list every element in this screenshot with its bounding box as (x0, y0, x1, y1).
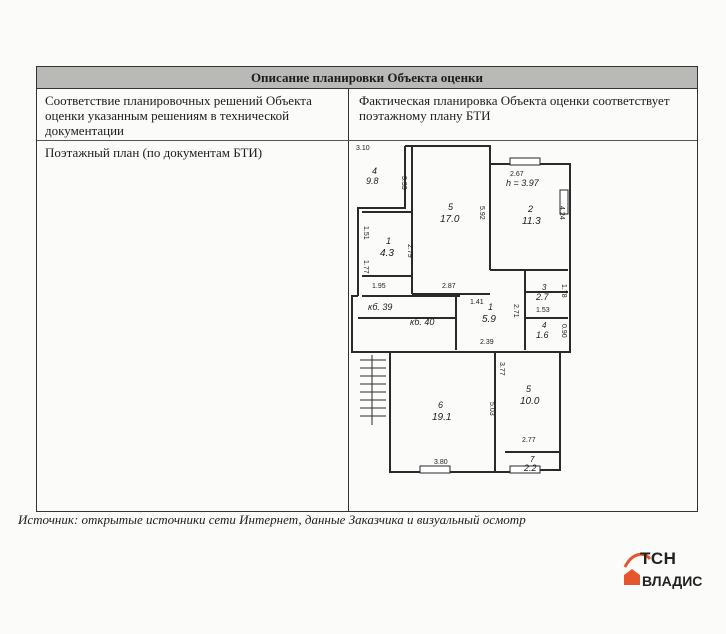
room-5b-num: 5 (526, 384, 532, 394)
dim-271: 2.71 (512, 304, 519, 318)
dim-090: 0.90 (560, 324, 567, 338)
room-5-num: 5 (448, 202, 454, 212)
dim-380: 3.80 (434, 459, 448, 466)
company-logo (622, 549, 712, 609)
room-5b-area: 10.0 (520, 396, 540, 407)
dim-178: 1.78 (560, 284, 567, 298)
label-kb40: кб. 40 (410, 317, 435, 327)
dim-277: 2.77 (522, 437, 536, 444)
row1-left-cell: Соответствие планировочных решений Объекта оценки указанным решениям в технической документации (45, 93, 312, 138)
dim-141: 1.41 (470, 299, 484, 306)
label-kb39: кб. 39 (368, 302, 393, 312)
table-header: Описание планировки Объекта оценки (37, 67, 697, 89)
floor-plan (350, 140, 580, 492)
room-1a-area: 4.3 (380, 248, 394, 259)
dim-279: 2.79 (406, 244, 413, 258)
room-4b-num: 4 (542, 321, 547, 330)
room-7-num: 7 (530, 455, 535, 464)
room-7-area: 2.2 (524, 463, 537, 473)
logo-line2: ВЛАДИС (642, 573, 703, 589)
dim-503: 5.03 (488, 402, 495, 416)
room-4-area: 9.8 (366, 176, 379, 186)
dim-377: 3.77 (498, 362, 505, 376)
room-3-num: 3 (542, 283, 547, 292)
room-4b-area: 1.6 (536, 330, 549, 340)
row1-right-cell: Фактическая планировка Объекта оценки соответствует поэтажному плану БТИ (359, 93, 670, 123)
dim-177: 1.77 (362, 260, 369, 274)
room-1a-num: 1 (386, 236, 392, 246)
column-divider (348, 89, 349, 511)
room-1b-num: 1 (488, 302, 494, 312)
room-2-num: 2 (528, 204, 534, 214)
room-3-area: 2.7 (536, 292, 549, 302)
label-height: h = 3.97 (506, 178, 539, 188)
source-note: Источник: открытые источники сети Интернет, данные Заказчика и визуальный осмотр (18, 512, 526, 527)
dim-287: 2.87 (442, 283, 456, 290)
dim-424: 4.24 (558, 206, 565, 220)
dim-267: 2.67 (510, 171, 524, 178)
dim-151: 1.51 (362, 226, 369, 240)
dim-310: 3.10 (356, 145, 370, 152)
logo-line1: TCH (640, 549, 677, 568)
room-4-num: 4 (372, 166, 378, 176)
row2-left-cell: Поэтажный план (по документам БТИ) (45, 145, 263, 160)
room-2-area: 11.3 (522, 216, 541, 227)
room-1b-area: 5.9 (482, 314, 496, 325)
room-5-area: 17.0 (440, 214, 460, 225)
dim-592: 5.92 (478, 206, 485, 220)
dim-333: 3.33 (400, 176, 407, 190)
room-6-num: 6 (438, 400, 444, 410)
dim-195: 1.95 (372, 283, 386, 290)
room-6-area: 19.1 (432, 412, 452, 423)
dim-239: 2.39 (480, 339, 494, 346)
dim-153: 1.53 (536, 307, 550, 314)
